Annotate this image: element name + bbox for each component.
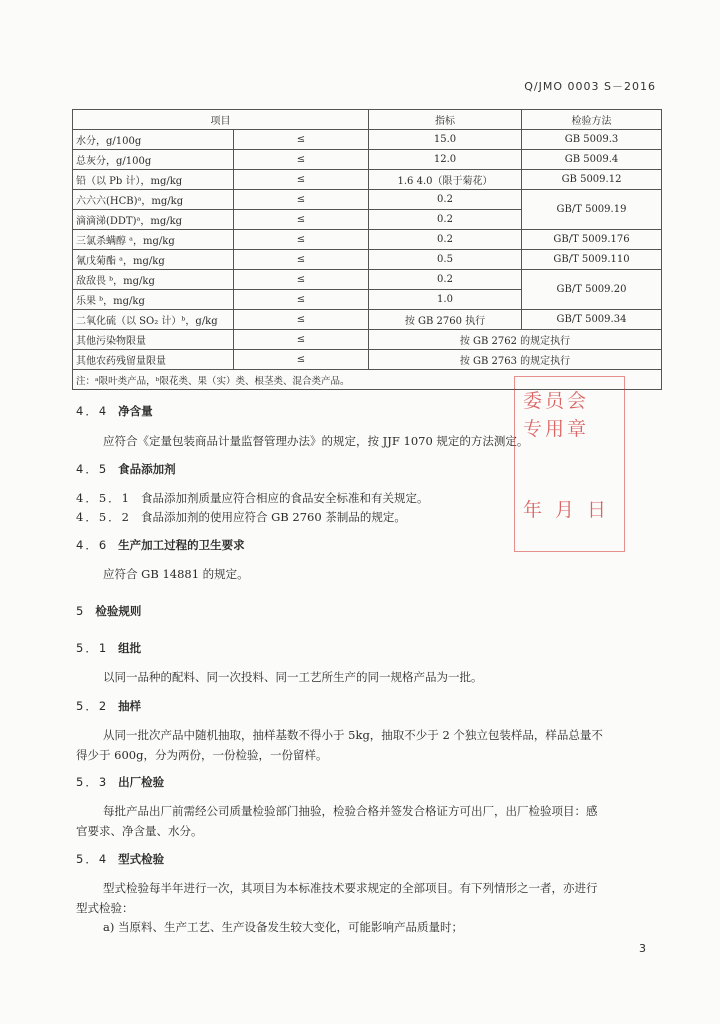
row-method: GB 5009.12	[522, 170, 662, 190]
table-row	[73, 270, 662, 290]
row-symbol: ≤	[234, 230, 369, 250]
row-symbol: ≤	[234, 210, 369, 230]
paragraph-5-4-line1: 型式检验每半年进行一次，其项目为本标准技术要求规定的全部项目。有下列情形之一者，亦进行	[103, 881, 598, 895]
col-method-header: 检验方法	[522, 110, 662, 130]
table-row	[73, 190, 662, 210]
row-symbol: ≤	[234, 190, 369, 210]
row-symbol: ≤	[234, 170, 369, 190]
heading-4-4: 4．4 净含量	[76, 404, 153, 418]
row-symbol: ≤	[234, 290, 369, 310]
row-item: 其他农药残留量限量	[73, 350, 234, 370]
red-seal-stamp	[514, 376, 625, 552]
paragraph-4-6: 应符合 GB 14881 的规定。	[103, 567, 249, 581]
heading-5-2: 5．2 抽样	[76, 699, 142, 713]
col-item-header: 项目	[73, 110, 369, 130]
row-item: 二氧化硫（以 SO₂ 计）ᵇ，g/kg	[73, 310, 234, 330]
paragraph-4-4: 应符合《定量包装商品计量监督管理办法》的规定，按 JJF 1070 规定的方法测定。	[103, 434, 529, 448]
row-item: 氰戊菊酯 ᵃ，mg/kg	[73, 250, 234, 270]
paragraph-5-1: 以同一品种的配料、同一次投料、同一工艺所生产的同一规格产品为一批。	[103, 670, 483, 684]
paragraph-5-2-line2: 得少于 600g，分为两份，一份检验，一份留样。	[76, 748, 328, 762]
heading-4-5: 4．5 食品添加剂	[76, 462, 176, 476]
row-value: 0.2	[369, 190, 522, 210]
row-method: GB/T 5009.34	[522, 310, 662, 330]
row-method: GB/T 5009.20	[522, 270, 662, 310]
spec-table	[72, 109, 662, 390]
row-symbol: ≤	[234, 250, 369, 270]
heading-5-1: 5．1 组批	[76, 641, 142, 655]
heading-5-4: 5．4 型式检验	[76, 852, 165, 866]
row-symbol: ≤	[234, 270, 369, 290]
table-row	[73, 330, 662, 350]
row-method: GB/T 5009.110	[522, 250, 662, 270]
table-row	[73, 310, 662, 330]
heading-5: 5 检验规则	[76, 604, 142, 618]
row-value: 12.0	[369, 150, 522, 170]
row-method: GB 5009.3	[522, 130, 662, 150]
stamp-line-2: 专用章	[523, 418, 590, 440]
paragraph-4-5-2: 4．5．2 食品添加剂的使用应符合 GB 2760 茶制品的规定。	[76, 510, 406, 524]
row-item: 水分，g/100g	[73, 130, 234, 150]
row-merged-value: 按 GB 2763 的规定执行	[369, 350, 662, 370]
row-item: 滴滴涕(DDT)ᵃ，mg/kg	[73, 210, 234, 230]
table-row	[73, 130, 662, 150]
row-value: 0.5	[369, 250, 522, 270]
row-item: 铅（以 Pb 计），mg/kg	[73, 170, 234, 190]
stamp-date: 年月日	[523, 499, 620, 521]
col-value-header: 指标	[369, 110, 522, 130]
table-row	[73, 150, 662, 170]
page-number: 3	[639, 942, 646, 955]
table-row	[73, 170, 662, 190]
heading-5-3: 5．3 出厂检验	[76, 775, 165, 789]
paragraph-5-3-line2: 官要求、净含量、水分。	[76, 824, 203, 838]
row-item: 乐果 ᵇ，mg/kg	[73, 290, 234, 310]
row-value: 1.6 4.0（限于菊花）	[369, 170, 522, 190]
paragraph-4-5-1: 4．5．1 食品添加剂质量应符合相应的食品安全标准和有关规定。	[76, 491, 429, 505]
row-merged-value: 按 GB 2762 的规定执行	[369, 330, 662, 350]
list-item-a: a) 当原料、生产工艺、生产设备发生较大变化，可能影响产品质量时；	[103, 920, 463, 934]
row-value: 1.0	[369, 290, 522, 310]
row-method: GB 5009.4	[522, 150, 662, 170]
row-value: 0.2	[369, 270, 522, 290]
row-item: 其他污染物限量	[73, 330, 234, 350]
row-item: 三氯杀螨醇 ᵃ，mg/kg	[73, 230, 234, 250]
table-row	[73, 350, 662, 370]
row-method: GB/T 5009.19	[522, 190, 662, 230]
paragraph-5-2-line1: 从同一批次产品中随机抽取，抽样基数不得小于 5kg，抽取不少于 2 个独立包装样品，样品总量不	[103, 728, 603, 742]
table-row	[73, 250, 662, 270]
row-value: 0.2	[369, 230, 522, 250]
table-header-row	[73, 110, 662, 130]
row-symbol: ≤	[234, 150, 369, 170]
row-value: 15.0	[369, 130, 522, 150]
table-note: 注：ᵃ限叶类产品，ᵇ限花类、果（实）类、根茎类、混合类产品。	[73, 370, 662, 390]
stamp-line-1: 委员会	[523, 390, 590, 412]
standard-code: Q/JMO 0003 S－2016	[524, 80, 656, 93]
row-symbol: ≤	[234, 130, 369, 150]
row-item: 敌敌畏 ᵇ，mg/kg	[73, 270, 234, 290]
row-symbol: ≤	[234, 350, 369, 370]
row-value: 按 GB 2760 执行	[369, 310, 522, 330]
row-symbol: ≤	[234, 330, 369, 350]
paragraph-5-4-line2: 型式检验：	[76, 901, 134, 915]
row-symbol: ≤	[234, 310, 369, 330]
row-item: 六六六(HCB)ᵃ，mg/kg	[73, 190, 234, 210]
paragraph-5-3-line1: 每批产品出厂前需经公司质量检验部门抽验，检验合格并签发合格证方可出厂，出厂检验项目：感	[103, 804, 598, 818]
table-row	[73, 230, 662, 250]
row-item: 总灰分，g/100g	[73, 150, 234, 170]
row-value: 0.2	[369, 210, 522, 230]
heading-4-6: 4．6 生产加工过程的卫生要求	[76, 538, 245, 552]
row-method: GB/T 5009.176	[522, 230, 662, 250]
